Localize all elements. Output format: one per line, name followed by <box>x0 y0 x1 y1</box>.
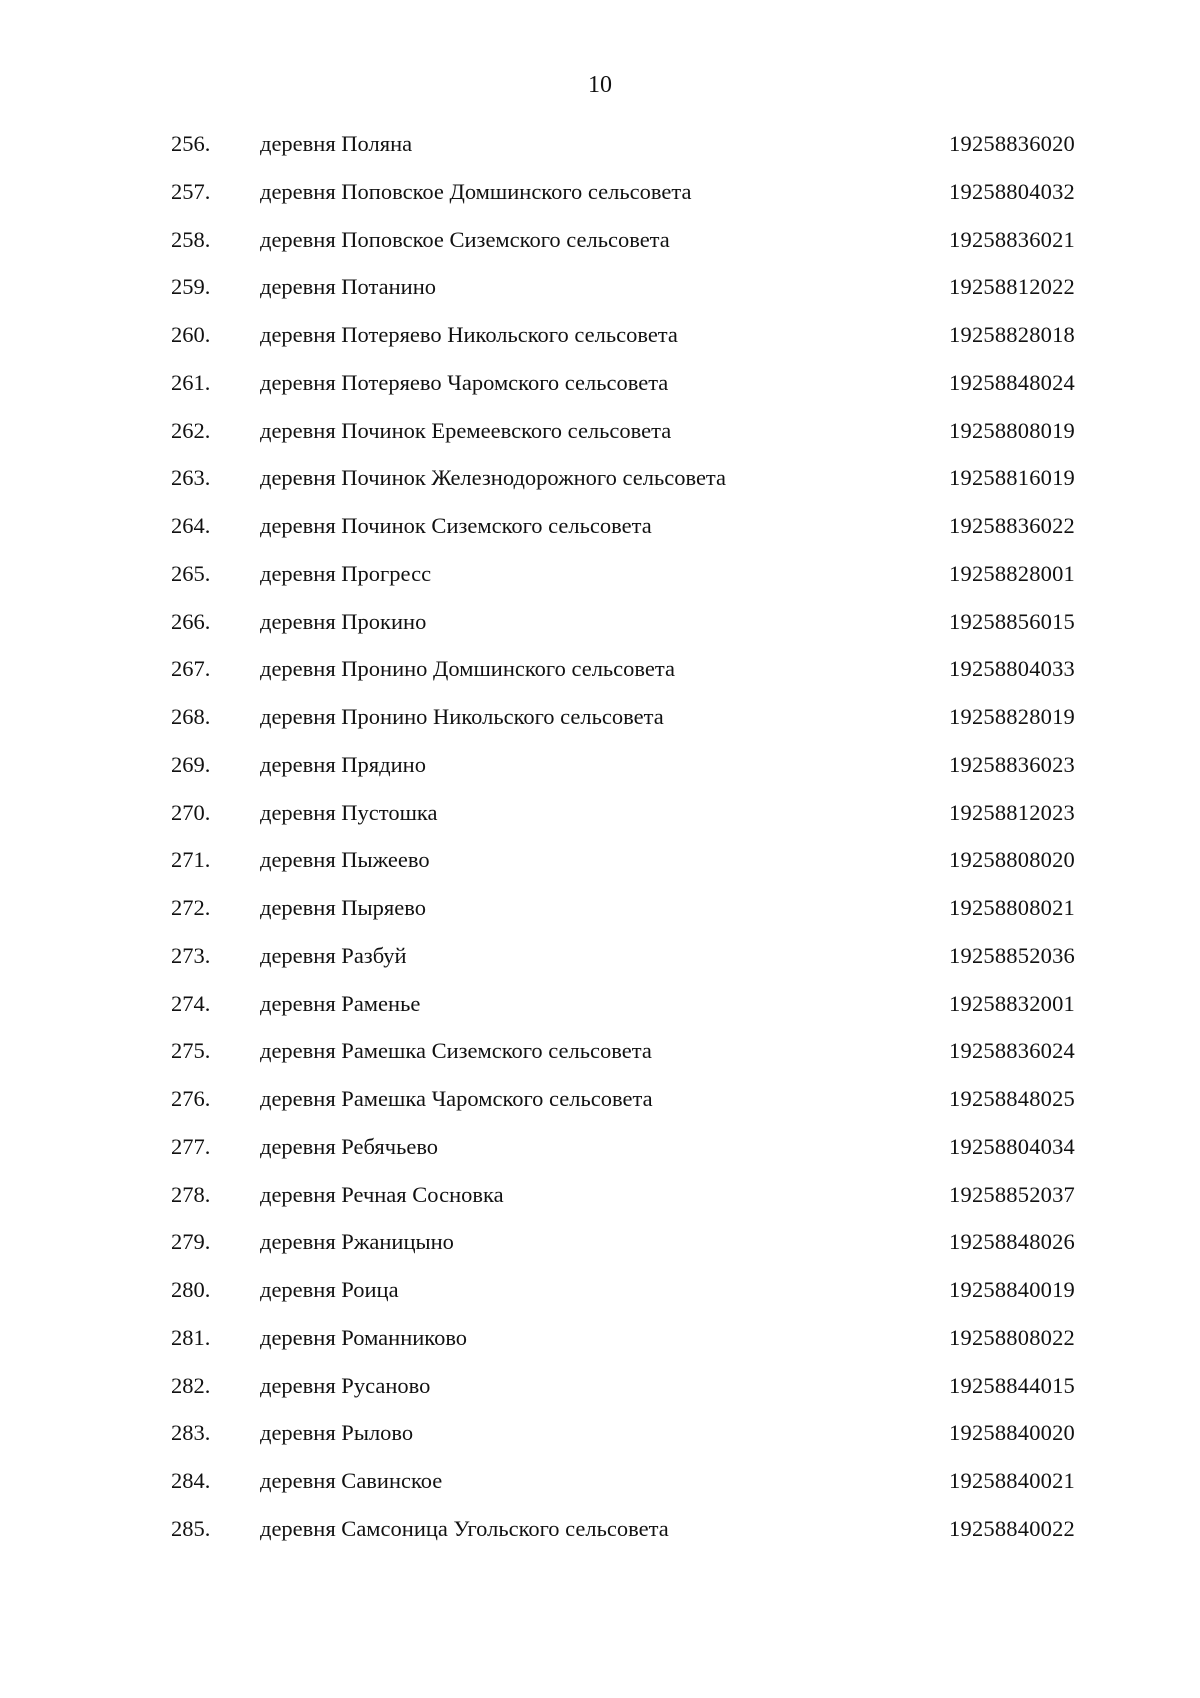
list-item <box>0 1466 1200 1514</box>
list-item <box>0 845 1200 893</box>
settlement-name: деревня Потеряево Чаромского сельсовета <box>260 369 669 395</box>
settlement-name: деревня Починок Железнодорожного сельсовета <box>260 465 727 491</box>
settlement-name: деревня Прогресс <box>260 560 432 586</box>
settlement-name: деревня Прядино <box>260 751 426 777</box>
list-item <box>0 1514 1200 1562</box>
item-number: 260. <box>171 322 211 347</box>
settlement-code: 19258856015 <box>949 608 1075 634</box>
list-item <box>0 1323 1200 1371</box>
settlement-name: деревня Ребячьево <box>260 1133 439 1159</box>
settlement-code: 19258840022 <box>949 1515 1075 1541</box>
item-number: 272. <box>171 895 211 920</box>
settlement-name: деревня Пронино Никольского сельсовета <box>260 704 664 729</box>
list-item <box>0 750 1200 798</box>
list-item <box>0 511 1200 559</box>
item-number: 281. <box>171 1324 211 1350</box>
list-item <box>0 272 1200 320</box>
settlement-name: деревня Пыряево <box>260 895 426 920</box>
settlement-code: 19258808022 <box>949 1324 1075 1350</box>
item-number: 285. <box>171 1515 211 1541</box>
settlement-code: 19258804033 <box>949 656 1075 682</box>
settlement-name: деревня Поповское Домшинского сельсовета <box>260 178 692 204</box>
settlement-code: 19258852036 <box>949 942 1075 968</box>
settlement-name: деревня Прокино <box>260 608 427 634</box>
item-number: 274. <box>171 990 211 1016</box>
settlement-name: деревня Речная Сосновка <box>260 1181 504 1207</box>
item-number: 275. <box>171 1038 211 1064</box>
list-item <box>0 559 1200 607</box>
item-number: 276. <box>171 1086 211 1111</box>
settlement-code: 19258808019 <box>949 417 1075 443</box>
list-item <box>0 1084 1200 1132</box>
settlement-name: деревня Поляна <box>260 131 413 156</box>
list-item <box>0 129 1200 177</box>
item-number: 264. <box>171 513 211 538</box>
settlement-name: деревня Раменье <box>260 990 421 1016</box>
settlement-name: деревня Поповское Сиземского сельсовета <box>260 226 670 252</box>
settlement-name: деревня Починок Сиземского сельсовета <box>260 513 652 538</box>
settlement-code: 19258828018 <box>949 322 1075 347</box>
list-item <box>0 1275 1200 1323</box>
list-item <box>0 1132 1200 1180</box>
settlement-name: деревня Романниково <box>260 1324 468 1350</box>
settlement-code: 19258828001 <box>949 560 1075 586</box>
list-item <box>0 654 1200 702</box>
list-item <box>0 225 1200 273</box>
list-item <box>0 702 1200 750</box>
item-number: 270. <box>171 799 211 825</box>
settlement-code: 19258836020 <box>949 131 1075 156</box>
settlement-code: 19258840020 <box>949 1420 1075 1446</box>
list-item <box>0 798 1200 846</box>
settlement-code: 19258848025 <box>949 1086 1075 1111</box>
settlement-name: деревня Разбуй <box>260 942 407 968</box>
settlement-name: деревня Русаново <box>260 1372 431 1398</box>
settlement-name: деревня Рамешка Чаромского сельсовета <box>260 1086 653 1111</box>
settlement-name: деревня Потеряево Никольского сельсовета <box>260 322 678 347</box>
settlement-name: деревня Потанино <box>260 274 436 300</box>
settlement-name: деревня Самсоница Угольского сельсовета <box>260 1515 669 1541</box>
settlement-code: 19258812023 <box>949 799 1075 825</box>
item-number: 273. <box>171 942 211 968</box>
item-number: 284. <box>171 1468 211 1493</box>
settlement-name: деревня Пыжеево <box>260 847 430 873</box>
settlement-code: 19258816019 <box>949 465 1075 491</box>
settlement-code: 19258812022 <box>949 274 1075 300</box>
settlement-code: 19258836023 <box>949 751 1075 777</box>
settlement-code: 19258836024 <box>949 1038 1075 1064</box>
item-number: 278. <box>171 1181 211 1207</box>
settlement-code: 19258836021 <box>949 226 1075 252</box>
list-item <box>0 941 1200 989</box>
page-number: 10 <box>588 72 612 98</box>
settlement-code: 19258808020 <box>949 847 1075 873</box>
item-number: 266. <box>171 608 211 634</box>
list-item <box>0 1227 1200 1275</box>
settlement-name: деревня Ржаницыно <box>260 1229 454 1255</box>
list-item <box>0 1180 1200 1228</box>
settlement-code: 19258848024 <box>949 369 1075 395</box>
settlement-name: деревня Савинское <box>260 1468 443 1493</box>
item-number: 280. <box>171 1277 211 1302</box>
settlement-code: 19258848026 <box>949 1229 1075 1255</box>
item-number: 258. <box>171 226 211 252</box>
list-item <box>0 1036 1200 1084</box>
settlement-code: 19258808021 <box>949 895 1075 920</box>
item-number: 261. <box>171 369 211 395</box>
item-number: 265. <box>171 560 211 586</box>
settlement-code: 19258852037 <box>949 1181 1075 1207</box>
item-number: 279. <box>171 1229 211 1255</box>
settlement-code: 19258844015 <box>949 1372 1075 1398</box>
item-number: 282. <box>171 1372 211 1398</box>
item-number: 268. <box>171 704 211 729</box>
item-number: 269. <box>171 751 211 777</box>
settlement-name: деревня Починок Еремеевского сельсовета <box>260 417 672 443</box>
list-item <box>0 1371 1200 1419</box>
item-number: 256. <box>171 131 211 156</box>
settlement-name: деревня Пустошка <box>260 799 438 825</box>
item-number: 283. <box>171 1420 211 1446</box>
settlement-list <box>0 129 1200 1562</box>
item-number: 263. <box>171 465 211 491</box>
settlement-name: деревня Пронино Домшинского сельсовета <box>260 656 675 682</box>
list-item <box>0 177 1200 225</box>
list-item <box>0 989 1200 1037</box>
settlement-name: деревня Рылово <box>260 1420 414 1446</box>
item-number: 257. <box>171 178 211 204</box>
settlement-code: 19258828019 <box>949 704 1075 729</box>
item-number: 262. <box>171 417 211 443</box>
settlement-name: деревня Роица <box>260 1277 399 1302</box>
settlement-code: 19258840021 <box>949 1468 1075 1493</box>
list-item <box>0 607 1200 655</box>
list-item <box>0 320 1200 368</box>
list-item <box>0 368 1200 416</box>
list-item <box>0 1418 1200 1466</box>
settlement-code: 19258836022 <box>949 513 1075 538</box>
item-number: 277. <box>171 1133 211 1159</box>
list-item <box>0 893 1200 941</box>
item-number: 259. <box>171 274 211 300</box>
list-item <box>0 463 1200 511</box>
item-number: 267. <box>171 656 211 682</box>
list-item <box>0 416 1200 464</box>
settlement-code: 19258804034 <box>949 1133 1075 1159</box>
settlement-name: деревня Рамешка Сиземского сельсовета <box>260 1038 652 1064</box>
settlement-code: 19258804032 <box>949 178 1075 204</box>
settlement-code: 19258840019 <box>949 1277 1075 1302</box>
item-number: 271. <box>171 847 211 873</box>
settlement-code: 19258832001 <box>949 990 1075 1016</box>
